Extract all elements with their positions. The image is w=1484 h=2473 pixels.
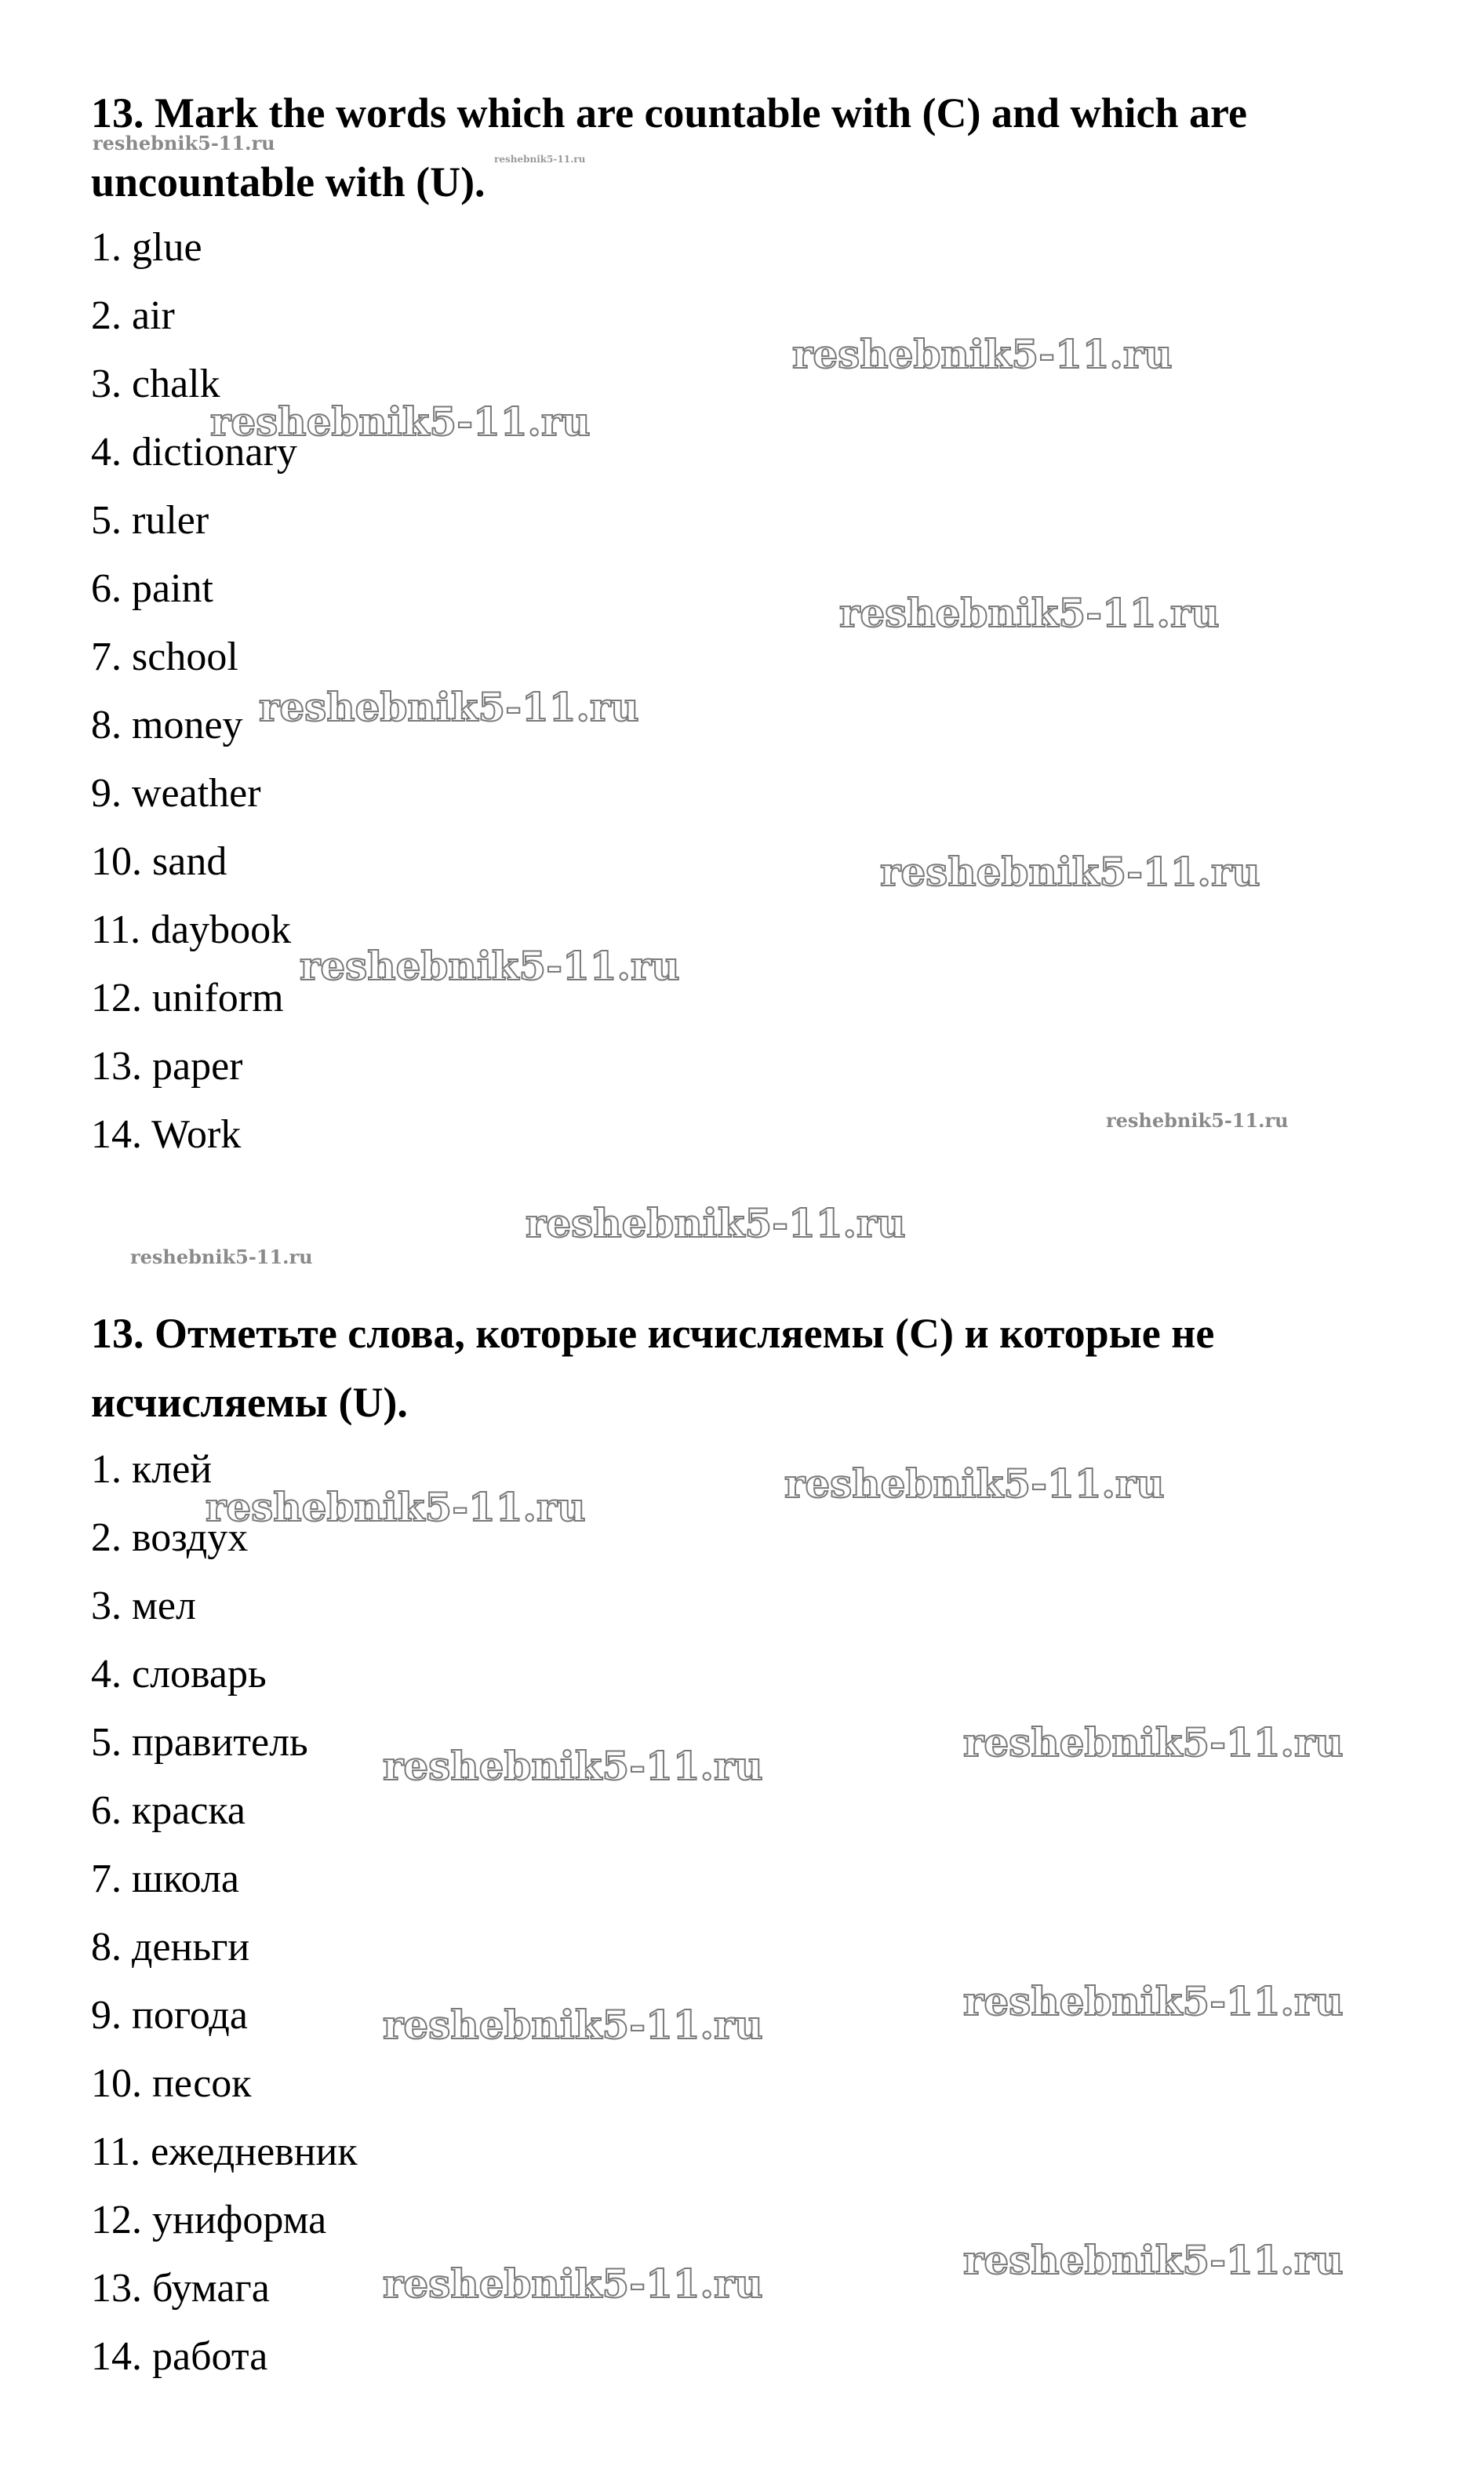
watermark: reshebnik5-11.ru <box>206 1484 586 1530</box>
watermark: reshebnik5-11.ru <box>792 331 1173 377</box>
english-item: 9. weather <box>91 771 261 816</box>
russian-item: 14. работа <box>91 2334 268 2379</box>
russian-item: 4. словарь <box>91 1652 267 1697</box>
russian-item: 5. правитель <box>91 1720 308 1765</box>
watermark: reshebnik5-11.ru <box>210 398 591 445</box>
english-item: 5. ruler <box>91 498 209 543</box>
russian-item: 6. краска <box>91 1788 246 1833</box>
watermark: reshebnik5-11.ru <box>963 2237 1344 2283</box>
watermark: reshebnik5-11.ru <box>383 2260 763 2307</box>
russian-item: 8. деньги <box>91 1925 250 1969</box>
english-item: 11. daybook <box>91 907 292 952</box>
russian-item: 2. воздух <box>91 1515 249 1560</box>
english-item: 4. dictionary <box>91 430 297 475</box>
watermark: reshebnik5-11.ru <box>93 132 275 155</box>
watermark: reshebnik5-11.ru <box>259 684 639 730</box>
russian-item: 12. униформа <box>91 2198 327 2242</box>
english-heading-line2: uncountable with (U). <box>91 158 486 205</box>
english-item: 7. school <box>91 635 238 679</box>
english-item: 2. air <box>91 293 175 338</box>
english-item: 10. sand <box>91 839 227 884</box>
english-item: 12. uniform <box>91 976 284 1020</box>
english-heading-line1: 13. Mark the words which are countable with (C) and which are <box>91 89 1248 136</box>
watermark: reshebnik5-11.ru <box>130 1246 313 1268</box>
watermark: reshebnik5-11.ru <box>784 1460 1165 1507</box>
russian-item: 10. песок <box>91 2061 252 2106</box>
russian-heading-line1: 13. Отметьте слова, которые исчисляемы (C) и которые не <box>91 1310 1215 1357</box>
watermark: reshebnik5-11.ru <box>963 1978 1344 2024</box>
watermark: reshebnik5-11.ru <box>963 1719 1344 1766</box>
russian-heading-line2: исчисляемы (U). <box>91 1379 408 1426</box>
watermark: reshebnik5-11.ru <box>526 1200 906 1246</box>
watermark: reshebnik5-11.ru <box>494 154 586 165</box>
russian-item: 3. мел <box>91 1584 196 1628</box>
english-item: 6. paint <box>91 566 213 611</box>
watermark: reshebnik5-11.ru <box>880 849 1260 895</box>
english-item: 3. chalk <box>91 362 220 406</box>
russian-item: 9. погода <box>91 1993 248 2038</box>
watermark: reshebnik5-11.ru <box>1106 1109 1289 1132</box>
english-item: 13. paper <box>91 1044 243 1089</box>
russian-item: 13. бумага <box>91 2266 270 2311</box>
watermark: reshebnik5-11.ru <box>383 1743 763 1789</box>
russian-item: 1. клей <box>91 1447 213 1492</box>
watermark: reshebnik5-11.ru <box>383 2002 763 2048</box>
english-item: 8. money <box>91 703 243 747</box>
watermark: reshebnik5-11.ru <box>839 590 1220 636</box>
english-item: 1. glue <box>91 225 202 270</box>
russian-item: 7. школа <box>91 1857 240 1901</box>
russian-item: 11. ежедневник <box>91 2129 358 2174</box>
watermark: reshebnik5-11.ru <box>300 943 680 989</box>
english-item: 14. Work <box>91 1112 242 1157</box>
